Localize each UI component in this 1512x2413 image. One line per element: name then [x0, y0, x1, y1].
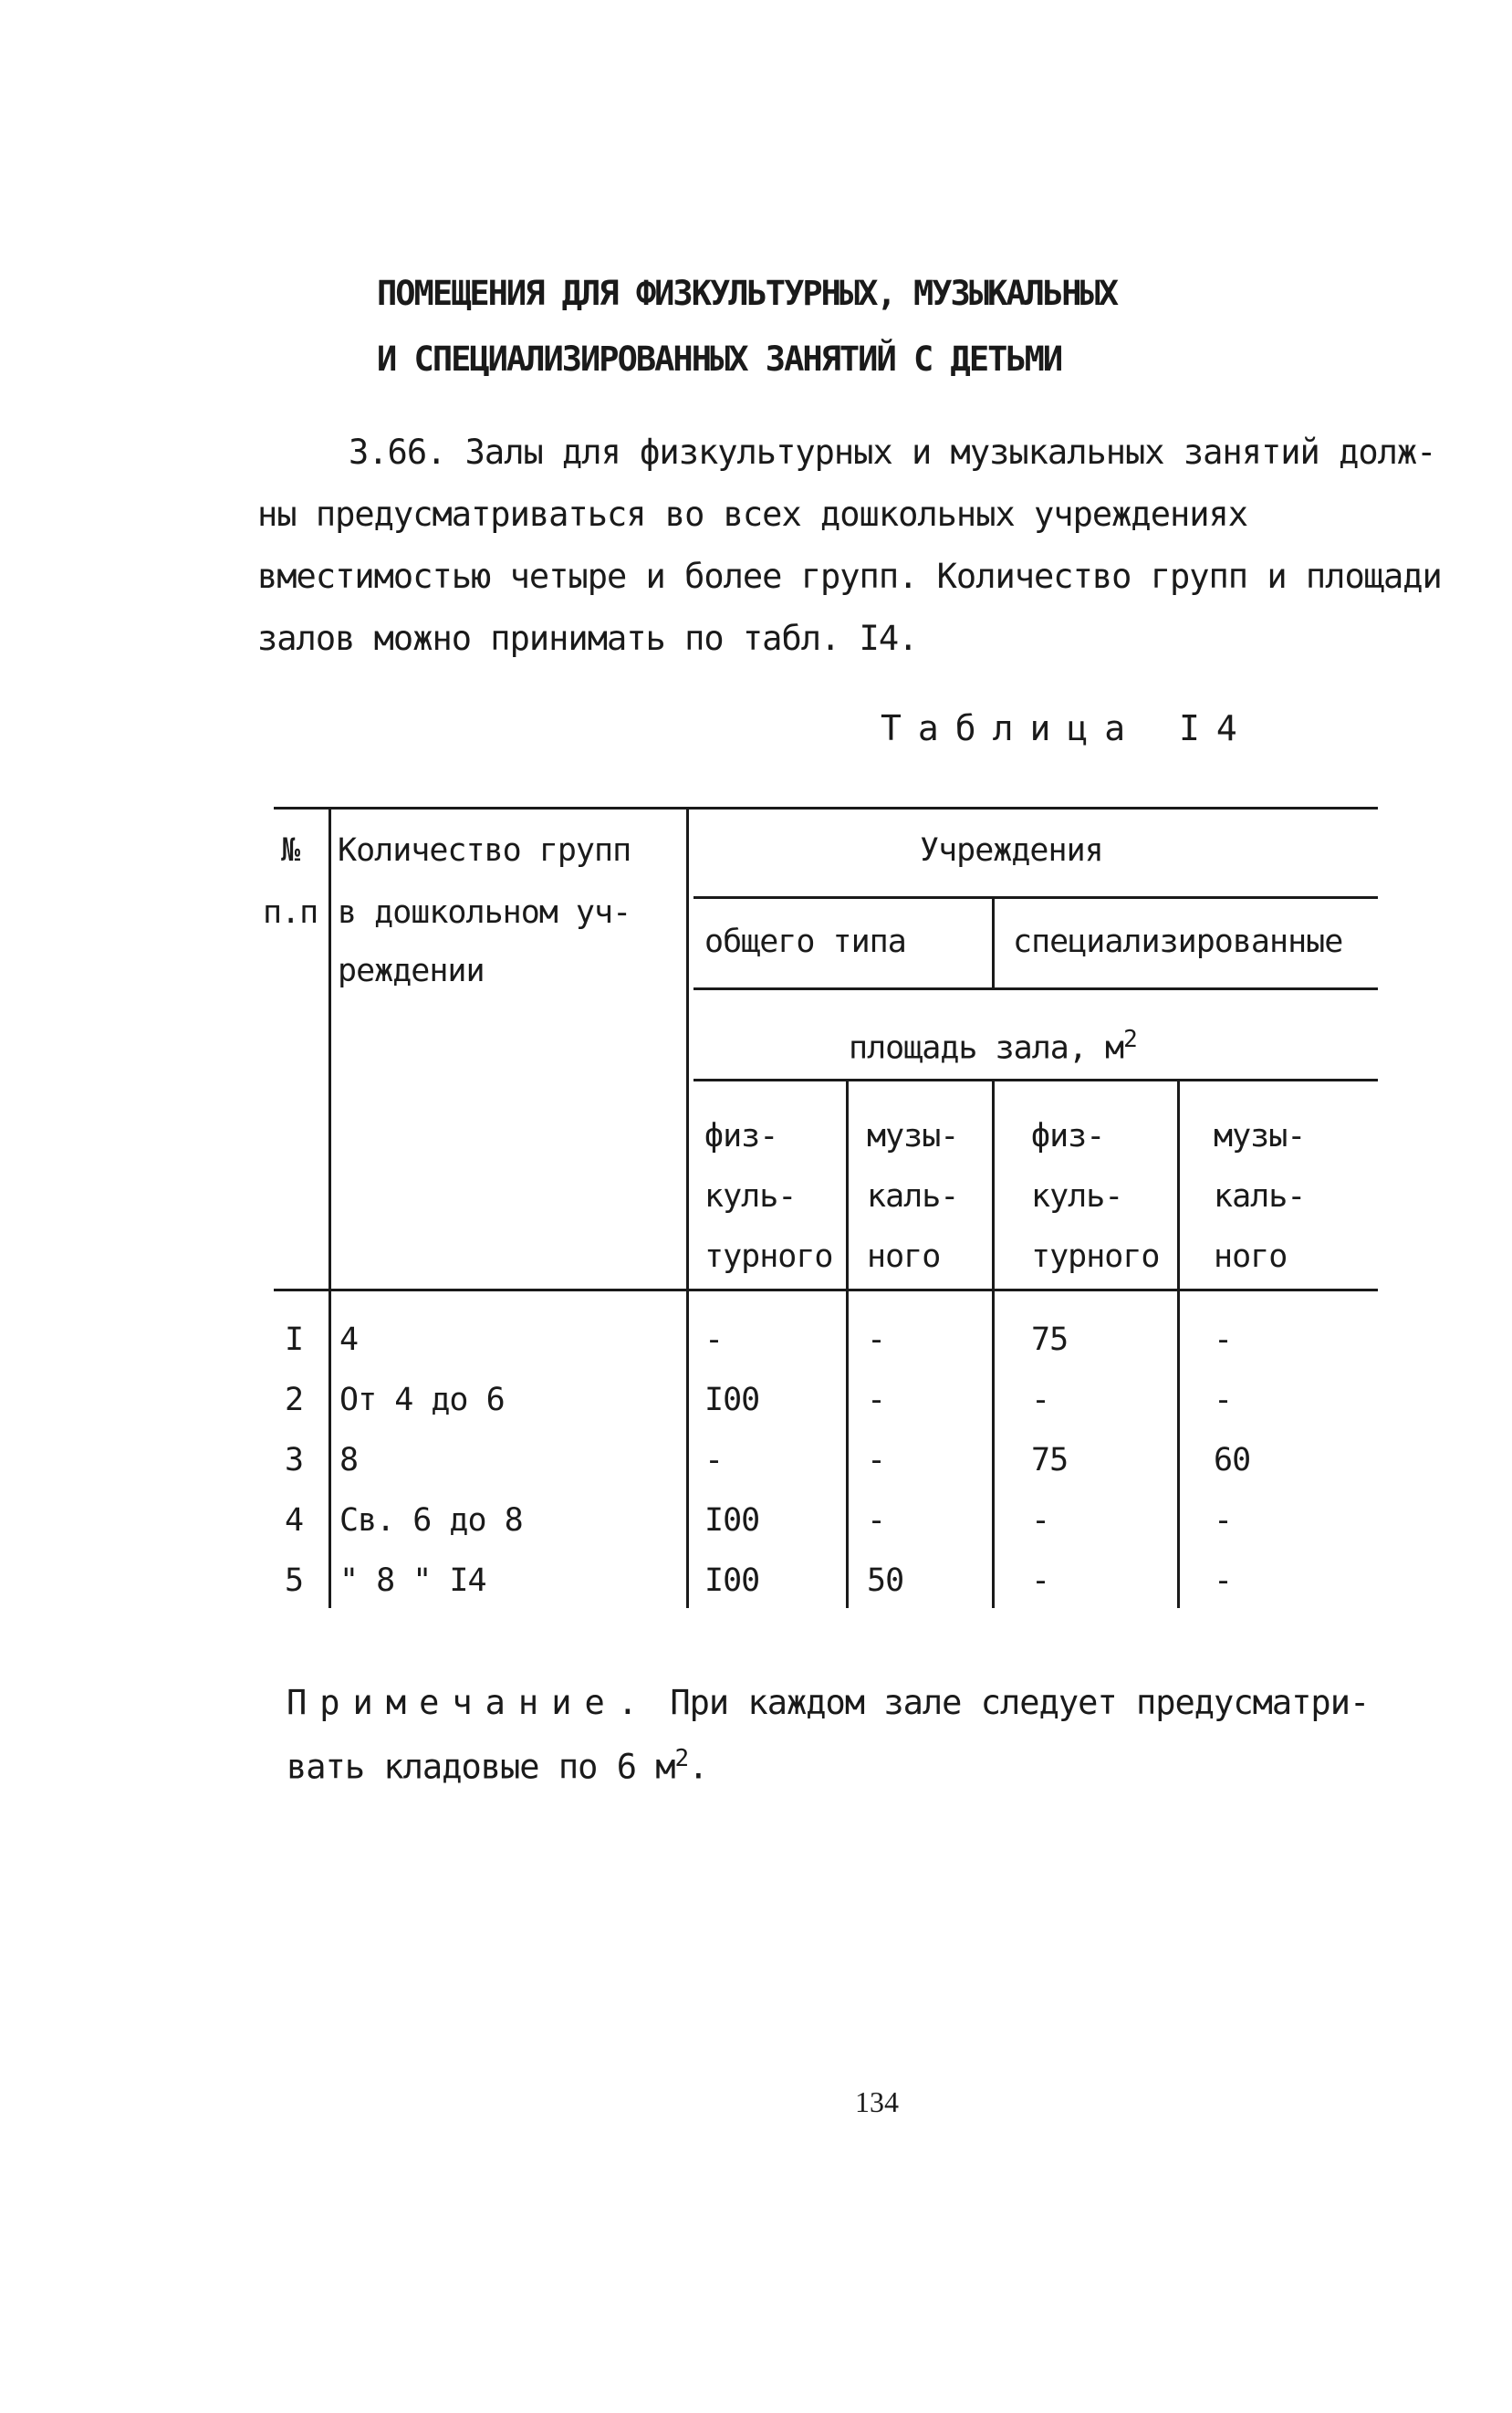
- subcol-gen-phys: [704, 1106, 833, 1287]
- cell-spec-phys: -: [1031, 1382, 1050, 1418]
- heading-line-1: ПОМЕЩЕНИЯ ДЛЯ ФИЗКУЛЬТУРНЫХ, МУЗЫКАЛЬНЫХ: [377, 274, 1118, 313]
- cell-gen-mus: -: [867, 1442, 886, 1478]
- subcol-spec-mus-line-2: каль-: [1214, 1178, 1306, 1215]
- cell-spec-phys: -: [1031, 1502, 1050, 1539]
- cell-spec-phys: 75: [1031, 1321, 1069, 1358]
- header-area-label: площадь зала, м: [849, 1029, 1124, 1067]
- paragraph-line-4: залов можно принимать по табл. I4.: [257, 619, 918, 658]
- subcol-gen-phys-line-1: физ-: [704, 1118, 778, 1154]
- cell-spec-mus: -: [1214, 1502, 1233, 1539]
- cell-gen-phys: I00: [704, 1382, 760, 1418]
- cell-groups: От 4 до 6: [339, 1382, 505, 1418]
- col-divider-gen-mus: [846, 1079, 849, 1608]
- subcol-spec-mus: [1214, 1106, 1305, 1287]
- paragraph-line-1: 3.66. Залы для физкультурных и музыкальных занятий долж-: [349, 433, 1436, 472]
- type-rule: [693, 987, 1378, 990]
- note-text-2: вать кладовые по 6 м: [287, 1747, 675, 1787]
- header-no-symbol: №: [281, 832, 300, 869]
- institutions-rule: [693, 896, 1378, 899]
- cell-spec-mus: -: [1214, 1321, 1233, 1358]
- cell-no: 5: [285, 1562, 304, 1599]
- cell-no: 3: [285, 1442, 304, 1478]
- col-divider-no: [328, 807, 331, 1608]
- cell-gen-mus: 50: [867, 1562, 904, 1599]
- subcol-spec-phys-line-2: куль-: [1031, 1178, 1123, 1215]
- cell-no: I: [285, 1321, 304, 1358]
- cell-spec-phys: -: [1031, 1562, 1050, 1599]
- col-divider-spec-phys: [992, 1079, 995, 1608]
- table-top-rule: [274, 807, 1378, 810]
- cell-spec-phys: 75: [1031, 1442, 1069, 1478]
- subcol-spec-phys-line-3: турного: [1031, 1238, 1160, 1275]
- cell-gen-phys: -: [704, 1321, 724, 1358]
- note-superscript: 2: [674, 1745, 689, 1772]
- page-number: 134: [855, 2085, 899, 2118]
- cell-no: 4: [285, 1502, 304, 1539]
- header-groups-line-2: в дошкольном уч-: [338, 894, 631, 931]
- heading-line-2: И СПЕЦИАЛИЗИРОВАННЫХ ЗАНЯТИЙ С ДЕТЬМИ: [377, 339, 1062, 379]
- subcol-spec-phys-line-1: физ-: [1031, 1118, 1105, 1154]
- header-groups-line-1: Количество групп: [338, 832, 631, 869]
- subcol-spec-mus-line-1: музы-: [1214, 1118, 1306, 1154]
- header-specialized: специализированные: [1013, 924, 1343, 960]
- note-line-1: [287, 1683, 1369, 1722]
- cell-gen-mus: -: [867, 1382, 886, 1418]
- subcol-gen-mus-line-1: музы-: [867, 1118, 959, 1154]
- note-line-2: [287, 1745, 707, 1786]
- header-area: [849, 1026, 1137, 1067]
- subcol-gen-phys-line-3: турного: [704, 1238, 833, 1275]
- note-text-1: При каждом зале следует предусматри-: [651, 1683, 1370, 1722]
- paragraph-line-3: вместимостью четыре и более групп. Количество групп и площади: [257, 557, 1442, 596]
- header-institutions: Учреждения: [920, 832, 1103, 869]
- cell-spec-mus: 60: [1214, 1442, 1251, 1478]
- cell-groups: " 8 " I4: [339, 1562, 486, 1599]
- note-label: Примечание.: [287, 1683, 652, 1722]
- note-end: .: [688, 1747, 708, 1787]
- subcol-spec-mus-line-3: ного: [1214, 1238, 1288, 1275]
- cell-no: 2: [285, 1382, 304, 1418]
- cell-gen-phys: I00: [704, 1502, 760, 1539]
- cell-spec-mus: -: [1214, 1382, 1233, 1418]
- subcol-gen-phys-line-2: куль-: [704, 1178, 797, 1215]
- col-divider-groups: [686, 807, 689, 1608]
- cell-spec-mus: -: [1214, 1562, 1233, 1599]
- subcol-spec-phys: [1031, 1106, 1160, 1287]
- cell-groups: 4: [339, 1321, 359, 1358]
- cell-groups: 8: [339, 1442, 359, 1478]
- area-rule: [693, 1079, 1378, 1081]
- header-area-superscript: 2: [1123, 1026, 1137, 1053]
- subcol-gen-mus-line-2: каль-: [867, 1178, 959, 1215]
- header-bottom-rule: [274, 1289, 1378, 1291]
- paragraph-line-2: ны предусматриваться во всех дошкольных учреждениях: [257, 495, 1248, 534]
- col-divider-spec-mus: [1177, 1079, 1180, 1608]
- subcol-gen-mus: [867, 1106, 958, 1287]
- header-no-abbrev: п.п: [263, 894, 318, 931]
- cell-gen-mus: -: [867, 1321, 886, 1358]
- cell-gen-phys: -: [704, 1442, 724, 1478]
- cell-gen-phys: I00: [704, 1562, 760, 1599]
- header-groups-line-3: реждении: [338, 953, 485, 989]
- header-general-type: общего типа: [704, 924, 906, 960]
- cell-gen-mus: -: [867, 1502, 886, 1539]
- subcol-gen-mus-line-3: ного: [867, 1238, 941, 1275]
- cell-groups: Св. 6 до 8: [339, 1502, 523, 1539]
- table-caption: Таблица I4: [881, 708, 1254, 748]
- type-divider: [992, 896, 995, 987]
